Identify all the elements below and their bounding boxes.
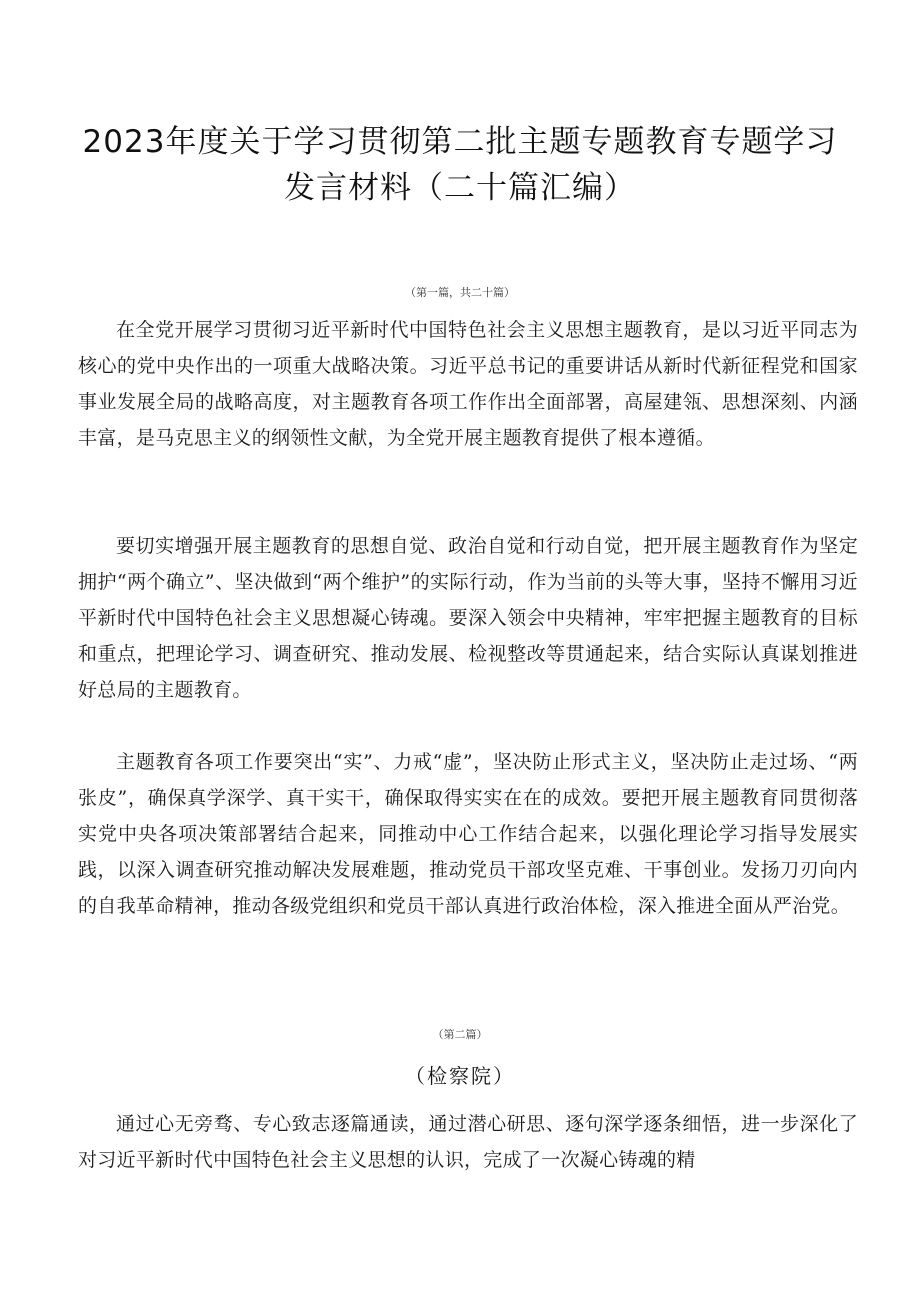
section-2-paragraph-1: 通过心无旁骛、专心致志逐篇通读，通过潜心研思、逐句深学逐条细悟，进一步深化了对习近平新时代中国特色社会主义思想的认识，完成了一次凝心铸魂的精 [78,1113,858,1171]
section-1-paragraph-1: 在全党开展学习贯彻习近平新时代中国特色社会主义思想主题教育，是以习近平同志为核心的党中央作出的一项重大战略决策。习近平总书记的重要讲话从新时代新征程党和国家事业发展全局的战略高度，对主题教育各项工作作出全面部署，高屋建瓴、思想深刻、内涵丰富，是马克思主义的纲领性文献，为全党开展主题教育提供了根本遵循。 [78,319,858,449]
section-2-subheading: （检察院） [405,1064,515,1088]
section-2-mark: （第二篇） [432,1028,488,1041]
section-1-paragraph-3: 主题教育各项工作要突出“实”、力戒“虚”，坚决防止形式主义，坚决防止走过场、“两张皮”，确保真学深学、真干实干，确保取得实实在在的成效。要把开展主题教育同贯彻落实党中央各项决策部署结合起来，同推动中心工作结合起来，以强化理论学习指导发展实践，以深入调查研究推动解决发展难题，推动党员干部攻坚克难、干事创业。发扬刀刃向内的自我革命精神，推动各级党组织和党员干部认真进行政治体检，深入推进全面从严治党。 [78,751,858,917]
document-title-line-1: 2023年度关于学习贯彻第二批主题专题教育专题学习 [82,124,838,160]
section-1-paragraph-2: 要切实增强开展主题教育的思想自觉、政治自觉和行动自觉，把开展主题教育作为坚定拥护“两个确立”、坚决做到“两个维护”的实际行动，作为当前的头等大事，坚持不懈用习近平新时代中国特色社会主义思想凝心铸魂。要深入领会中央精神，牢牢把握主题教育的目标和重点，把理论学习、调查研究、推动发展、检视整改等贯通起来，结合实际认真谋划推进好总局的主题教育。 [78,535,858,701]
section-1-mark: （第一篇，共二十篇） [405,286,515,299]
document-title-line-2: 发言材料（二十篇汇编） [284,170,636,206]
